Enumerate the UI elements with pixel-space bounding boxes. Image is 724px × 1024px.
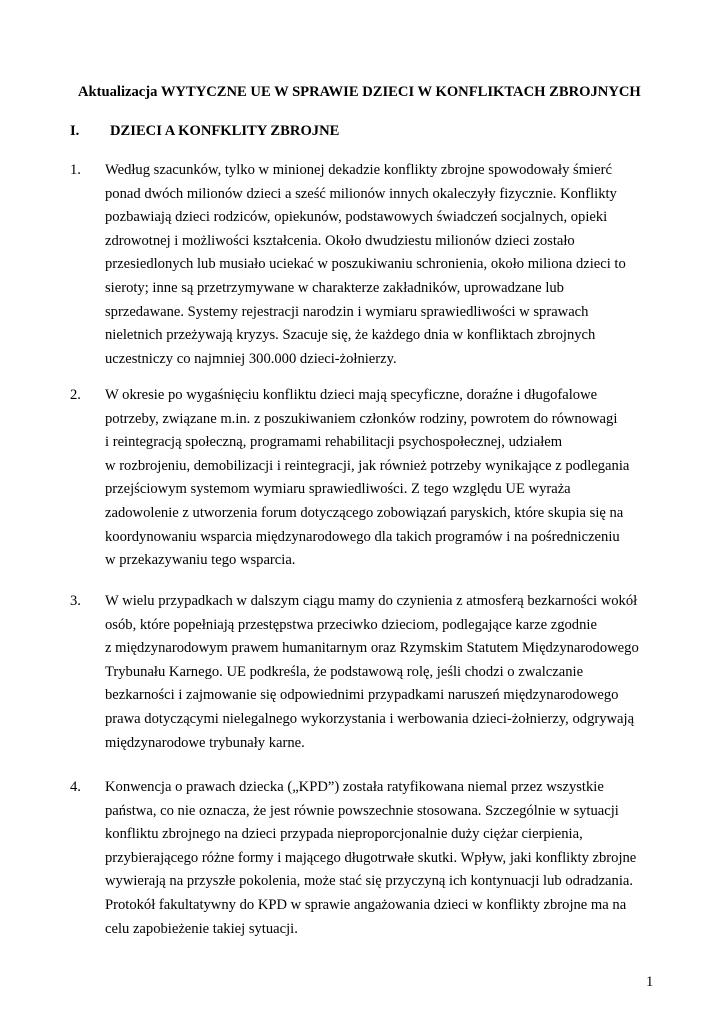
text-line: z międzynarodowym prawem humanitarnym oraz Rzymskim Statutem Międzynarodowego (105, 640, 639, 657)
text-line: W wielu przypadkach w dalszym ciągu mamy do czynienia z atmosferą bezkarności wokół (105, 593, 638, 609)
text-line: celu zapobieżenie takiej sytuacji. (105, 920, 298, 937)
text-line: wywierają na przyszłe pokolenia, może stać się przyczyną ich kontynuacji lub odradzania. (105, 873, 633, 890)
paragraph-number: 4. (70, 779, 81, 795)
text-line: przybierającego różne formy i mającego długotrwałe skutki. Wpływ, jaki konflikty zbrojne (105, 849, 637, 866)
text-line: w rozbrojeniu, demobilizacji i reintegracji, jak również potrzeby wynikające z podlegania (105, 457, 630, 474)
paragraph-text (105, 590, 675, 755)
text-line: w przekazywaniu tego wsparcia. (105, 552, 296, 569)
text-line: państwa, co nie oznacza, że jest równie powszechnie stosowana. Szczególnie w sytuacji (105, 802, 619, 819)
text-line: sprzedawane. Systemy rejestracji narodzin i wymiaru sprawiedliwości w sprawach (105, 303, 589, 320)
text-line: pozbawiają dzieci rodziców, opiekunów, podstawowych świadczeń socjalnych, opieki (105, 209, 608, 226)
text-line: i reintegracją społeczną, programami rehabilitacji psychospołecznej, udziałem (105, 434, 563, 451)
text-line: zdrowotnej i możliwości kształcenia. Około dwudziestu milionów dzieci zostało (105, 232, 575, 249)
paragraph-text (105, 776, 675, 941)
text-line: Według szacunków, tylko w minionej dekadzie konflikty zbrojne spowodowały śmierć (105, 162, 612, 178)
paragraph-number: 2. (70, 387, 81, 403)
text-line: W okresie po wygaśnięciu konfliktu dzieci mają specyficzne, doraźne i długofalowe (105, 387, 598, 403)
text-line: Trybunału Karnego. UE podkreśla, że podstawową rolę, jeśli chodzi o zwalczanie (105, 663, 584, 680)
text-line: Konwencja o prawach dziecka („KPD”) została ratyfikowana niemal przez wszystkie (105, 779, 604, 795)
text-line: ponad dwóch milionów dzieci a sześć milionów innych okaleczyły fizycznie. Konflikty (105, 185, 617, 202)
text-line: osób, które popełniają przestępstwa przeciwko dzieciom, podlegające karze zgodnie (105, 616, 597, 633)
text-line: przejściowym systemom wymiaru sprawiedliwości. Z tego względu UE wyraża (105, 481, 571, 498)
text-line: nieletnich przeżywają kryzys. Szacuje się, że każdego dnia w konfliktach zbrojnych (105, 327, 596, 344)
paragraph-text (105, 384, 675, 573)
text-line: koordynowaniu wsparcia międzynarodowego dla takich programów i na pośredniczeniu (105, 528, 620, 545)
section-title: DZIECI A KONFKLITY ZBROJNE (110, 123, 340, 139)
document-title: Aktualizacja WYTYCZNE UE W SPRAWIE DZIECI W KONFLIKTACH ZBROJNYCH (78, 84, 641, 100)
paragraph-number: 3. (70, 593, 81, 609)
text-line: bezkarności i zajmowanie się odpowiednimi przypadkami naruszeń międzynarodowego (105, 687, 619, 704)
text-line: uczestniczy co najmniej 300.000 dzieci-żołnierzy. (105, 350, 397, 367)
text-line: zadowolenie z utworzenia forum dotyczącego zobowiązań paryskich, które skupia się na (105, 504, 624, 521)
paragraph-number: 1. (70, 162, 81, 178)
text-line: międzynarodowe trybunały karne. (105, 734, 305, 751)
paragraph-text (105, 159, 675, 371)
text-line: prawa dotyczącymi nielegalnego wykorzystania i werbowania dzieci-żołnierzy, odgrywają (105, 710, 635, 727)
text-line: potrzeby, związane m.in. z poszukiwaniem członków rodziny, powrotem do równowagi (105, 410, 618, 427)
page-number: 1 (646, 974, 654, 990)
text-line: Protokół fakultatywny do KPD w sprawie angażowania dzieci w konflikty zbrojne ma na (105, 896, 627, 913)
section-number: I. (70, 123, 80, 139)
text-line: sieroty; inne są przetrzymywane w charakterze zakładników, uprowadzane lub (105, 279, 564, 296)
text-line: konfliktu zbrojnego na dzieci przypada nieproporcjonalnie duży ciężar cierpienia, (105, 826, 583, 843)
text-line: przesiedlonych lub musiało uciekać w poszukiwaniu schronienia, około miliona dzieci to (105, 256, 626, 273)
